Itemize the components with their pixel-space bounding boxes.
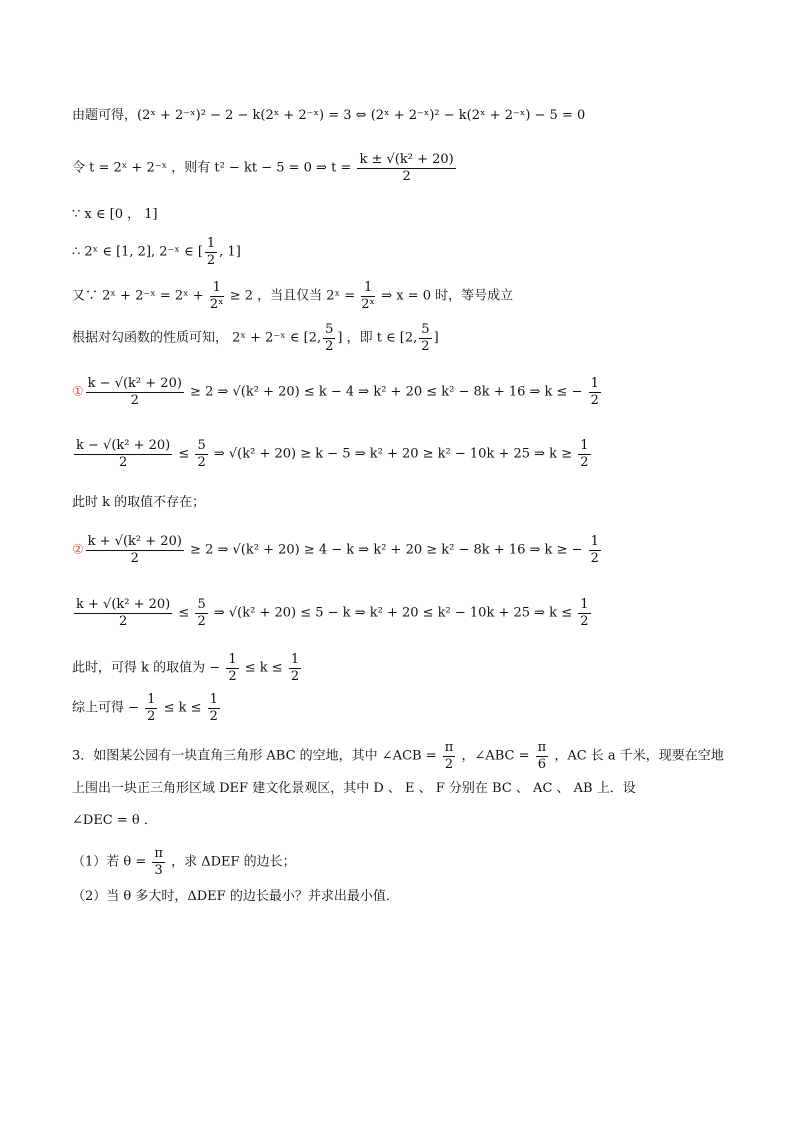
text: 令 t = 2ˣ + 2⁻ˣ ，则有 t² − kt − 5 = 0 ⇒ t = <box>72 160 352 176</box>
problem-3-question-2: （2）当 θ 多大时，ΔDEF 的边长最小？并求出最小值． <box>72 889 399 904</box>
fraction: $\frac{1}{\text{2ˣ}}$ <box>209 280 224 312</box>
fraction: $\frac{\text{k + √(k² + 20)}}{2}$ <box>76 597 171 629</box>
derivation-line-6: 根据对勾函数的性质可知， 2ˣ + 2⁻ˣ ∈ [2, $\frac{5}{2}$ ] ，即 t ∈ [2, $\frac{5}{2}$ ] <box>72 322 439 354</box>
fraction: $\frac{1}{2}$ <box>209 692 218 724</box>
case-marker-1: ① <box>72 384 84 400</box>
fraction: $\frac{\text{k − √(k² + 20)}}{2}$ <box>87 376 182 408</box>
problem-3-line-2: 上围出一块正三角形区域 DEF 建文化景观区，其中 D 、 E 、 F 分别在 BC 、 AC 、 AB 上．设 <box>72 781 636 796</box>
fraction: $\frac{1}{2}$ <box>228 652 237 684</box>
fraction: $\frac{\pi}{3}$ <box>154 846 163 878</box>
fraction: $\frac{\text{k ± √(k² + 20)}}{2}$ <box>359 152 454 184</box>
fraction: $\frac{1}{2}$ <box>206 236 216 268</box>
derivation-line-2 <box>72 152 732 185</box>
derivation-line-4: ∴ 2ˣ ∈ [1, 2], 2⁻ˣ ∈ [ $\frac{1}{2}$ , 1] <box>72 236 241 268</box>
case-2-line-a: ② $\frac{\text{k + √(k² + 20)}}{2}$ ≥ 2 ⇒ √(k² + 20) ≥ 4 − k ⇒ k² + 20 ≥ k² − 8k + 16 ⇒ k ≥ − $\frac{1}{2}$ <box>72 534 599 566</box>
case-2-line-b: $\frac{\text{k + √(k² + 20)}}{2}$ ≤ $\frac{5}{2}$ ⇒ √(k² + 20) ≤ 5 − k ⇒ k² + 20 ≤ k² − 10k + 25 ⇒ k ≤ $\frac{1}{2}$ <box>76 597 589 629</box>
fraction: $\frac{\pi}{6}$ <box>537 740 547 772</box>
fraction: $\frac{5}{2}$ <box>197 597 206 629</box>
fraction: $\frac{\pi}{2}$ <box>444 740 454 772</box>
derivation-line-5: 又∵ 2ˣ + 2⁻ˣ = 2ˣ + $\frac{1}{\text{2ˣ}}$ ≥ 2 ，当且仅当 2ˣ = $\frac{1}{\text{2ˣ}}$ ⇒ x = 0 时，等号成立 <box>72 280 514 312</box>
problem-3-line-1: 3．如图某公园有一块直角三角形 ABC 的空地，其中 ∠ACB = $\frac{\pi}{2}$ ，∠ABC = $\frac{\pi}{6}$ ，AC 长 a 千米，现要在空地 <box>72 740 724 772</box>
fraction: $\frac{1}{2}$ <box>580 597 589 629</box>
case-marker-2: ② <box>72 542 84 558</box>
fraction: $\frac{1}{2}$ <box>590 534 599 566</box>
case-2-conclusion: 此时，可得 k 的取值为 − $\frac{1}{2}$ ≤ k ≤ $\frac{1}{2}$ <box>72 652 300 684</box>
case-1-line-a: ① $\frac{\text{k − √(k² + 20)}}{2}$ ≥ 2 ⇒ √(k² + 20) ≤ k − 4 ⇒ k² + 20 ≤ k² − 8k + 16 ⇒ k ≤ − $\frac{1}{2}$ <box>72 376 599 408</box>
fraction: $\frac{5}{2}$ <box>421 322 430 354</box>
problem-3-line-3: ∠DEC = θ ． <box>72 813 157 828</box>
fraction: $\frac{1}{2}$ <box>580 438 589 470</box>
fraction: $\frac{1}{2}$ <box>290 652 300 684</box>
case-1-conclusion: 此时 k 的取值不存在； <box>72 495 206 510</box>
case-1-line-b: $\frac{\text{k − √(k² + 20)}}{2}$ ≤ $\frac{5}{2}$ ⇒ √(k² + 20) ≥ k − 5 ⇒ k² + 20 ≥ k² − 10k + 25 ⇒ k ≥ $\frac{1}{2}$ <box>76 438 589 470</box>
derivation-line-1: 由题可得，(2ˣ + 2⁻ˣ)² − 2 − k(2ˣ + 2⁻ˣ) = 3 ⇔ (2ˣ + 2⁻ˣ)² − k(2ˣ + 2⁻ˣ) − 5 = 0 <box>72 108 586 123</box>
fraction: $\frac{1}{2}$ <box>590 376 599 408</box>
fraction: $\frac{1}{\text{2ˣ}}$ <box>361 280 376 312</box>
fraction: $\frac{1}{2}$ <box>147 692 156 724</box>
derivation-line-3: ∵ x ∈ [0 ， 1] <box>72 207 158 222</box>
fraction: $\frac{5}{2}$ <box>197 438 206 470</box>
fraction: $\frac{\text{k − √(k² + 20)}}{2}$ <box>76 438 171 470</box>
fraction: $\frac{\text{k + √(k² + 20)}}{2}$ <box>87 534 182 566</box>
problem-3-question-1: （1）若 θ = $\frac{\pi}{3}$ ，求 ΔDEF 的边长； <box>72 846 296 878</box>
summary-line: 综上可得 − $\frac{1}{2}$ ≤ k ≤ $\frac{1}{2}$ <box>72 692 218 724</box>
fraction: $\frac{5}{2}$ <box>325 322 334 354</box>
